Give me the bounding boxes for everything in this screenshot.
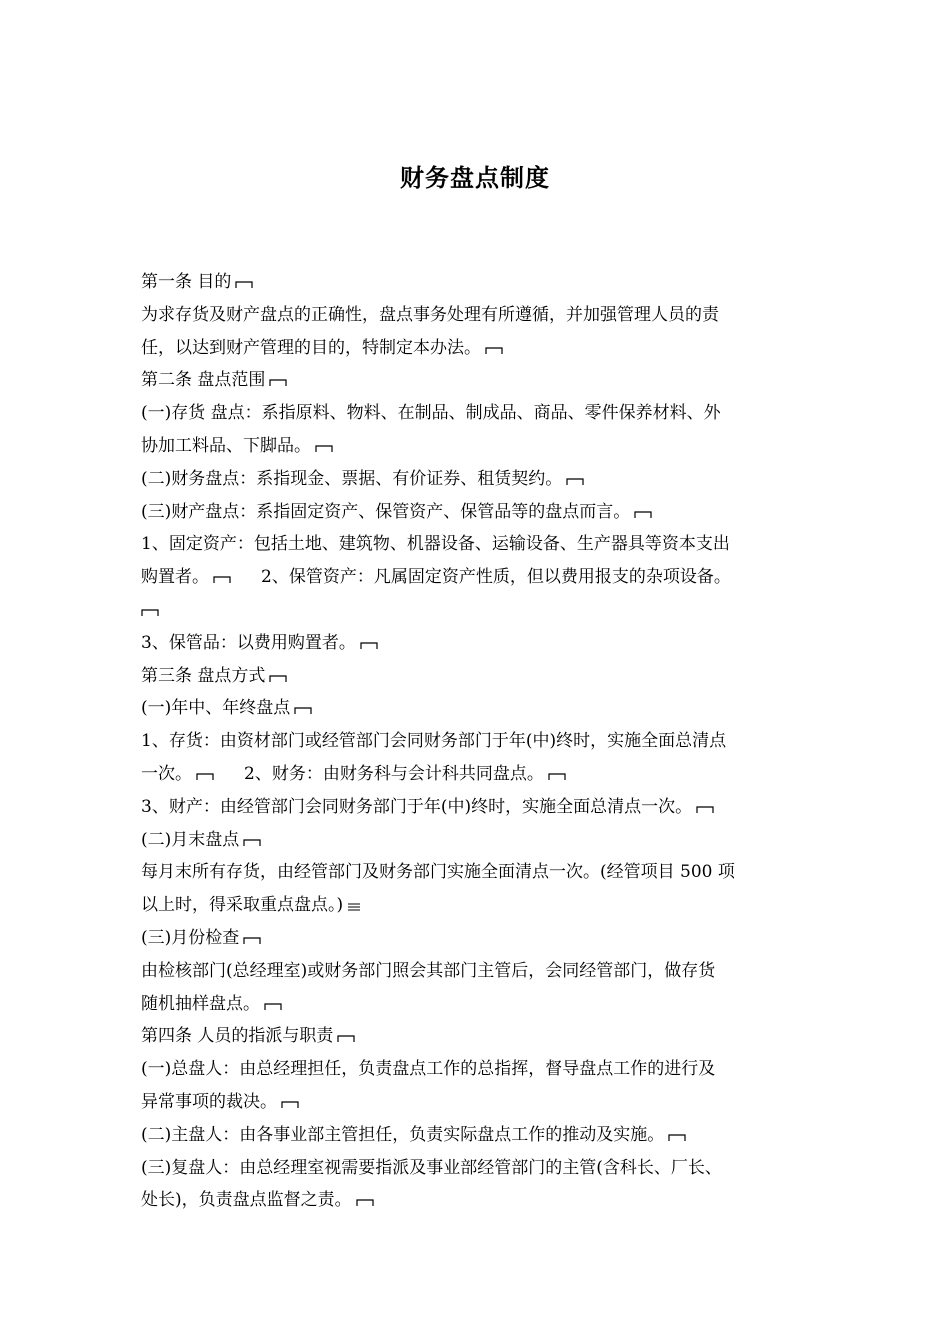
paragraph-line: (三)月份检查	[141, 922, 811, 955]
return-mark-icon	[269, 672, 287, 683]
paragraph-line: (二)财务盘点：系指现金、票据、有价证券、租赁契约。	[141, 463, 811, 496]
paragraph-line: (三)复盘人：由总经理室视需要指派及事业部经管部门的主管(含科长、厂长、	[141, 1157, 722, 1178]
return-mark-icon	[356, 1196, 374, 1207]
return-mark-icon	[294, 704, 312, 715]
return-mark-icon	[337, 1032, 355, 1043]
paragraph-line: 为求存货及财产盘点的正确性，盘点事务处理有所遵循，并加强管理人员的责	[141, 304, 719, 325]
document-body	[141, 266, 811, 1217]
return-mark-icon	[243, 836, 261, 847]
return-mark-icon	[668, 1131, 686, 1142]
paragraph-line: 3、保管品：以费用购置者。	[141, 627, 811, 660]
paragraph-line: (一)总盘人：由总经理担任，负责盘点工作的总指挥，督导盘点工作的进行及	[141, 1059, 716, 1080]
paragraph-line: 购置者。 2、保管资产：凡属固定资产性质，但以费用报支的杂项设备。	[141, 567, 731, 588]
article-heading: 第四条 人员的指派与职责	[141, 1020, 811, 1053]
paragraph-line: 1、固定资产：包括土地、建筑物、机器设备、运输设备、生产器具等资本支出	[141, 534, 730, 555]
article-heading: 第二条 盘点范围	[141, 364, 811, 397]
return-mark-icon	[243, 934, 261, 945]
paragraph-line: (二)主盘人：由各事业部主管担任，负责实际盘点工作的推动及实施。	[141, 1119, 811, 1152]
paragraph-line: 任，以达到财产管理的目的，特制定本办法。	[141, 332, 811, 365]
article-heading: 第三条 盘点方式	[141, 660, 811, 693]
article-heading: 第一条 目的	[141, 266, 811, 299]
page-title: 财务盘点制度	[400, 164, 550, 192]
return-mark-icon	[485, 344, 503, 355]
return-mark-icon	[235, 278, 253, 289]
return-mark-icon	[566, 475, 584, 486]
paragraph-line: 一次。 2、财务：由财务科与会计科共同盘点。	[141, 758, 811, 791]
return-mark-icon	[696, 803, 714, 814]
paragraph-line: 协加工料品、下脚品。	[141, 430, 811, 463]
paragraph-end-icon	[347, 901, 365, 912]
return-mark-icon	[264, 1000, 282, 1011]
paragraph-line: 处长)，负责盘点监督之责。	[141, 1184, 811, 1217]
paragraph-line: 以上时，得采取重点盘点。)	[141, 889, 811, 922]
return-mark-icon	[281, 1098, 299, 1109]
paragraph-line: (一)存货 盘点：系指原料、物料、在制品、制成品、商品、零件保养材料、外	[141, 403, 721, 424]
paragraph-line: 随机抽样盘点。	[141, 988, 811, 1021]
paragraph-line: 每月末所有存货，由经管部门及财务部门实施全面清点一次。(经管项目 500 项	[141, 862, 735, 883]
return-mark-icon	[360, 639, 378, 650]
return-mark-icon	[269, 376, 287, 387]
paragraph-line: (一)年中、年终盘点	[141, 692, 811, 725]
return-mark-icon	[315, 442, 333, 453]
return-mark-icon	[141, 606, 159, 617]
return-mark-icon	[213, 573, 231, 584]
paragraph-line	[141, 594, 811, 627]
paragraph-line: 异常事项的裁决。	[141, 1086, 811, 1119]
paragraph-line: 3、财产：由经管部门会同财务部门于年(中)终时，实施全面总清点一次。	[141, 791, 811, 824]
paragraph-line: 由检核部门(总经理室)或财务部门照会其部门主管后，会同经管部门，做存货	[141, 960, 716, 981]
return-mark-icon	[196, 770, 214, 781]
return-mark-icon	[634, 508, 652, 519]
paragraph-line: (三)财产盘点：系指固定资产、保管资产、保管品等的盘点而言。	[141, 496, 811, 529]
paragraph-line: 1、存货：由资材部门或经管部门会同财务部门于年(中)终时，实施全面总清点	[141, 731, 727, 752]
paragraph-line: (二)月末盘点	[141, 824, 811, 857]
return-mark-icon	[548, 770, 566, 781]
